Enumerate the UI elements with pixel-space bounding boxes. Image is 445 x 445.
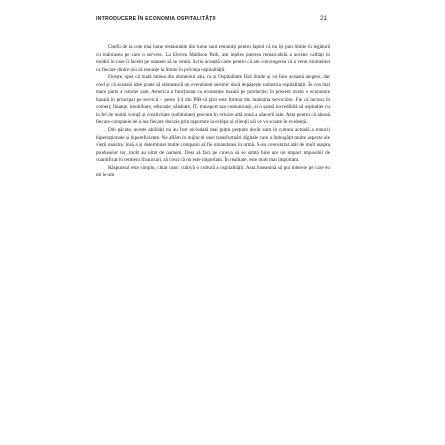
paragraph: Firește, sper că toată lumea din domeniul său, ca și Ospitalitate fără limite și va face această alegere, dar cred și că această idee poate să stârnească un eveniment seismic dacă depășește industria ospitalității. În cea mai mare parte a istoriei sale, America a funcționat ca economie bazată pe producție; în prezent avem o economie bazată în principal pe servicii – peste 3/4 din PIB-ul țării este format din industria serviciilor. Fie că lucrezi în comerț, finanțe, imobiliare, educație, sănătate, IT, transport sau comunicații, ai o șansă incredibilă să ospitalier cu la fel de multă voință și creativitate (nelimitate) precum în oricare altă zonă a afacerii tale. Asta pentru că aleasă fiecare companie de a lua fiecare decizie prin raportare la echipa și clienții săi ce va scoate în evidență. <box>96 74 330 126</box>
running-head: INTRODUCERE ÎN ECONOMIA OSPITALITĂȚII <box>96 16 216 22</box>
paragraph: Din păcate, aceste abilități nu au fost niciodată mai puțin prețuite decât sunt în cultura actuală a muncii hiperraționale și hipereficiente. Ne aflăm în mijlocul unei transformări digitale care a îmbogățit multe aspecte ale vieții noastre, însă a și determinat multe companii să fie umanitatea în urmă. S-au concentrat atât de mult asupra produselor lor, încât au uitat de oameni. Deși să faci pe cineva să se simtă bine are un impact imposibil de cuantificat în termeni financiari, să crezi că nu este important. În realitate, este mult mai important. <box>96 127 330 164</box>
paragraph: Chefii de la cele mai bune restaurante din lume sunt renumiți pentru faptul că nu își pun limite în legătură cu mâncarea pe care o servesc. La Eleven Madison Park, am înțeles puterea remarcabilă a acestei calități în modul în care îi facem pe oameni să se simtă. Scriu această carte pentru că am convingerea că a venit momentul ca fiecare dintre noi să renunțe la limite în privința ospitalității. <box>96 44 330 73</box>
page-number: 21 <box>320 15 327 22</box>
body-text <box>96 44 330 180</box>
paragraph: Răspunsul este simplu, chiar ușor: cultivă o cultură a ospitalității. Asta înseamnă să pui interele pe care eu mi le-am <box>96 164 330 179</box>
